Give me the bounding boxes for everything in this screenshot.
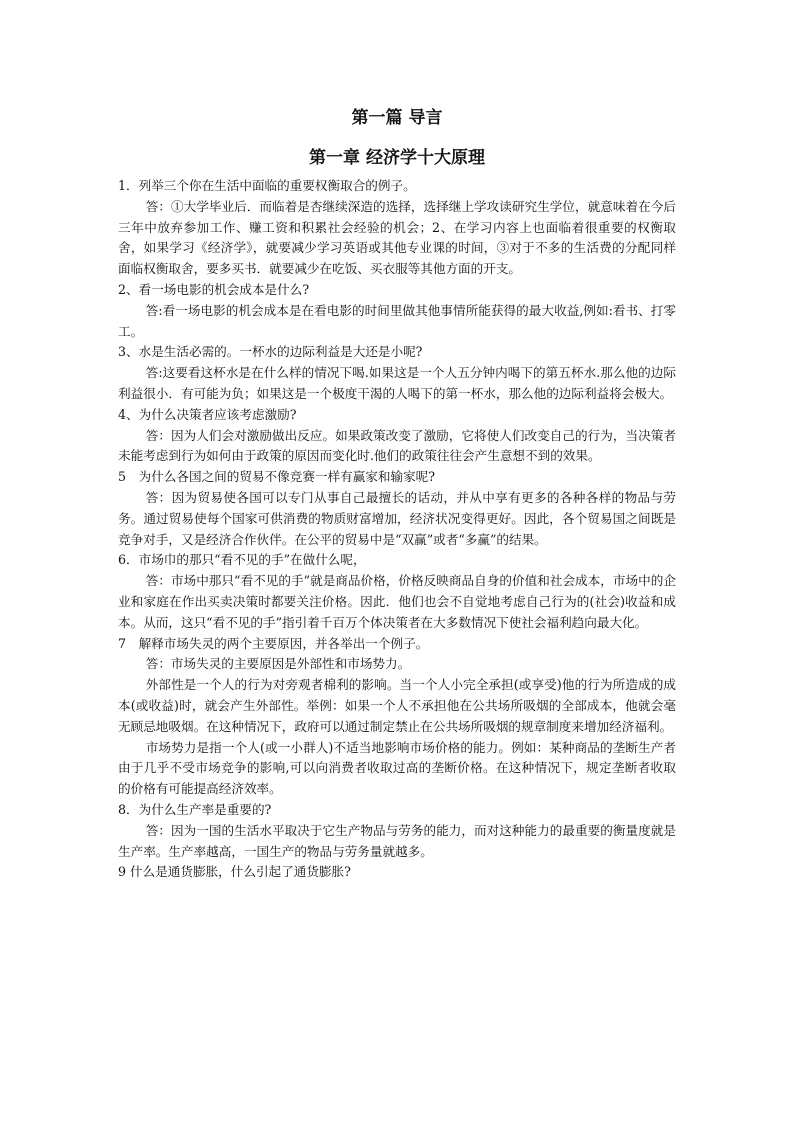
question-9: 9 什么是通货膨胀，什么引起了通货膨胀? [118,864,351,880]
answer-paragraph: 答：市场中那只“看不见的手”就是商品价格，价格反映商品自身的价值和社会成本，市场中的企业和家庭在作出买卖决策时都要关注价格。因此．他们也会不自觉地考虑自己行为的(社会)收益和成本。从而，这只“看不见的手”指引着千百万个体决策者在大多数情况下使社会福利趋向最大化。 [118,573,676,630]
question-8: 8．为什么生产率是重要的? [118,801,272,817]
answer-paragraph: 答:这要看这杯水是在什么样的情况下喝.如果这是一个人五分钟内喝下的第五杯水.那么他的边际利益很小．有可能为负；如果这是一个极度干渴的人喝下的第一杯水，那么他的边际利益将会极大。 [118,365,676,401]
question-7: 7 解释市场失灵的两个主要原因，并各举出一个例子。 [118,635,429,651]
question-2: 2、看一场电影的机会成本是什么? [118,281,310,297]
answer-paragraph: 市场势力是指一个人(或一小群人)不适当地影响市场价格的能力。例如：某种商品的垄断生产者由于几乎不受市场竞争的影响,可以向消费者收取过高的垄断价格。在这种情况下，规定垄断者收取的价格有可能提高经济效率。 [118,739,676,797]
answer-paragraph: 答：因为一国的生活水平取决于它生产物品与劳务的能力，而对这种能力的最重要的衡量度就是生产率。生产率越高，一国生产的物品与劳务量就越多。 [118,822,676,859]
question-6: 6．市场巾的那只“看不见的手”在做什么呢， [118,552,366,568]
answer-paragraph: 答：因为贸易使各国可以专门从事自己最擅长的话动，并从中享有更多的各种各样的物品与劳务。通过贸易使每个国家可供消费的物质财富增加，经济状况变得更好。因此，各个贸易国之间既是竞争对手，又是经济合作伙伴。在公平的贸易中是“双赢”或者“多赢”的结果。 [118,489,676,547]
answer-paragraph: 答：市场失灵的主要原因是外部性和市场势力。 [145,656,411,672]
chapter-title: 第一章 经济学十大原理 [309,148,485,168]
question-1: 1．列举三个你在生活中面临的重要权衡取合的例子。 [118,178,416,193]
answer-paragraph: 答：因为人们会对激励做出反应。如果政策改变了激励，它将使人们改变自己的行为，当决策者未能考虑到行为如何由于政策的原因而变化时.他们的政策往往会产生意想不到的效果。 [118,427,676,464]
question-5: 5 为什么各国之间的贸易不像竞赛一样有赢家和输家呢? [118,469,436,485]
part-title: 第一篇 导言 [351,108,443,128]
question-3: 3、水是生活必需的。一杯水的边际利益是大还是小呢? [118,344,423,360]
question-4: 4、为什么决策者应该考虑激励? [118,406,297,422]
qa-list [118,176,676,883]
answer-paragraph: 答：①大学毕业后．而临着是杏继续深造的选择，选择继上学攻读研究生学位，就意味着在今后三年中放弃参加工作、赚工资和积累社会经验的机会；2、在学习内容上也面临着很重要的权衡取舍，如果学习《经济学》，就要减少学习英语或其他专业课的时间，③对于不多的生活费的分配同样面临权衡取舍，要多买书．就要减少在吃饭、买衣服等其他方面的开支。 [118,198,676,277]
answer-paragraph: 外部性是一个人的行为对旁观者棉利的影响。当一个人小完全承担(或享受)他的行为所造成的成本(或收益)时，就会产生外部性。举例：如果一个人不承担他在公共场所吸烟的全部成本，他就会毫无顾忌地吸烟。在这种情况下，政府可以通过制定禁止在公共场所吸烟的规章制度来增加经济福利。 [118,677,676,734]
document-page [118,96,676,883]
answer-paragraph: 答:看一场电影的机会成本是在看电影的时间里做其他事情所能获得的最大收益,例如:看书、打零工。 [118,302,676,339]
